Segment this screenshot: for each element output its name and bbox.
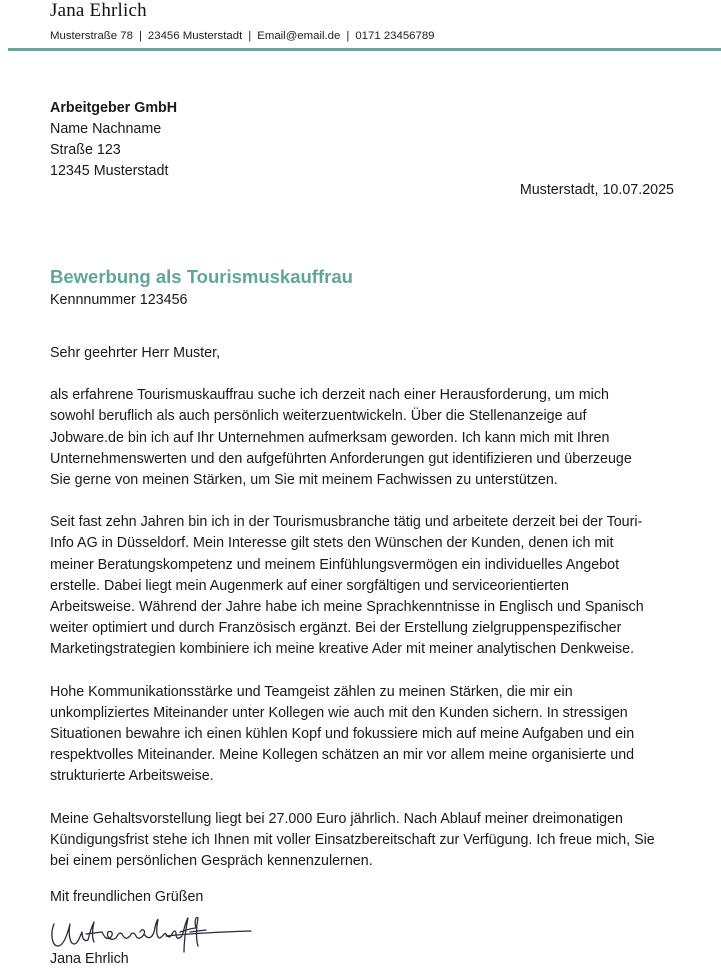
body-line: meiner Beratungskompetenz und meinem Einfühlungsvermögen ein individuelles Angebot	[50, 556, 620, 573]
recipient-street: Straße 123	[50, 142, 121, 158]
body-line: Situationen bewahre ich einen kühlen Kopf und fokussiere mich auf meine Aufgaben und ein	[50, 726, 635, 743]
letter-body	[50, 343, 675, 893]
sender-name: Jana Ehrlich	[50, 0, 147, 21]
body-line: Unternehmenswerten und den aufgeführten Anforderungen gut identifizieren und überzeuge	[50, 450, 632, 467]
salutation: Sehr geehrter Herr Muster,	[50, 345, 221, 361]
sender-phone: 0171 23456789	[355, 30, 435, 42]
paragraph	[50, 809, 675, 873]
sender-city: 23456 Musterstadt	[147, 30, 243, 42]
body-line: Sie gerne von meinen Stärken, um Sie mit meinem Fachwissen zu unterstützen.	[50, 472, 558, 489]
recipient-contact-name: Name Nachname	[50, 121, 162, 137]
body-line: bei einem persönlichen Gespräch kennenzulernen.	[50, 853, 373, 870]
paragraph	[50, 512, 675, 660]
recipient-city: 12345 Musterstadt	[50, 163, 169, 179]
sender-email: Email@email.de	[257, 30, 341, 42]
body-line: weiter optimiert und durch Französisch ergänzt. Bei der Erstellung zielgruppenspezifischer	[50, 620, 622, 637]
body-line: Hohe Kommunikationsstärke und Teamgeist zählen zu meinen Stärken, die mir ein	[50, 683, 573, 700]
body-line: erstelle. Dabei liegt mein Augenmerk auf einer sorgfältigen und serviceorientierten	[50, 577, 569, 594]
header-divider	[8, 48, 721, 51]
body-line: strukturierte Arbeitsweise.	[50, 768, 214, 785]
paragraph	[50, 385, 675, 491]
body-line: Seit fast zehn Jahren bin ich in der Tourismusbranche tätig und arbeitete derzeit bei der Touri-	[50, 514, 643, 531]
reference-number: Kennnummer 123456	[50, 292, 188, 308]
body-line: sowohl beruflich als auch persönlich weiterzuentwickeln. Über die Stellenanzeige auf	[50, 408, 587, 425]
body-line: Jobware.de bin ich auf Ihr Unternehmen aufmerksam geworden. Ich kann mich mit Ihren	[50, 429, 610, 446]
signature-text: Unterschrift	[46, 912, 52, 913]
signer-name: Jana Ehrlich	[50, 951, 129, 967]
body-line: unkompliziertes Miteinander unter Kollegen wie auch mit den Kunden sichern. In stressigen	[50, 704, 628, 721]
body-line: respektvolles Miteinander. Meine Kollegen schätzen an mir vor allem meine organisierte und	[50, 747, 635, 764]
body-line: als erfahrene Tourismuskauffrau suche ich derzeit nach einer Herausforderung, um mich	[50, 387, 609, 404]
body-line: Kündigungsfrist stehe ich Ihnen mit voller Einsatzbereitschaft zur Verfügung. Ich freue mich, Sie	[50, 831, 655, 848]
body-line: Meine Gehaltsvorstellung liegt bei 27.000 Euro jährlich. Nach Ablauf meiner dreimonatigen	[50, 810, 623, 827]
sender-street: Musterstraße 78	[50, 30, 133, 42]
body-line: Info AG in Düsseldorf. Mein Interesse gilt stets den Wünschen der Kunden, denen ich mit	[50, 535, 614, 552]
body-line: Arbeitsweise. Während der Jahre habe ich meine Sprachkenntnisse in Englisch und Spanisch	[50, 599, 644, 616]
separator: |	[346, 30, 350, 42]
date-line: Musterstadt, 10.07.2025	[519, 182, 674, 198]
body-line: Marketingstrategien kombiniere ich meine kreative Ader mit meiner analytischen Denkweise.	[50, 641, 635, 658]
sender-contact-line	[50, 30, 435, 42]
closing: Mit freundlichen Grüßen	[50, 889, 204, 905]
separator: |	[138, 30, 142, 42]
recipient-company: Arbeitgeber GmbH	[50, 100, 178, 116]
paragraph	[50, 682, 675, 788]
separator: |	[248, 30, 252, 42]
recipient-address	[50, 98, 177, 182]
subject-title: Bewerbung als Tourismuskauffrau	[50, 266, 353, 287]
